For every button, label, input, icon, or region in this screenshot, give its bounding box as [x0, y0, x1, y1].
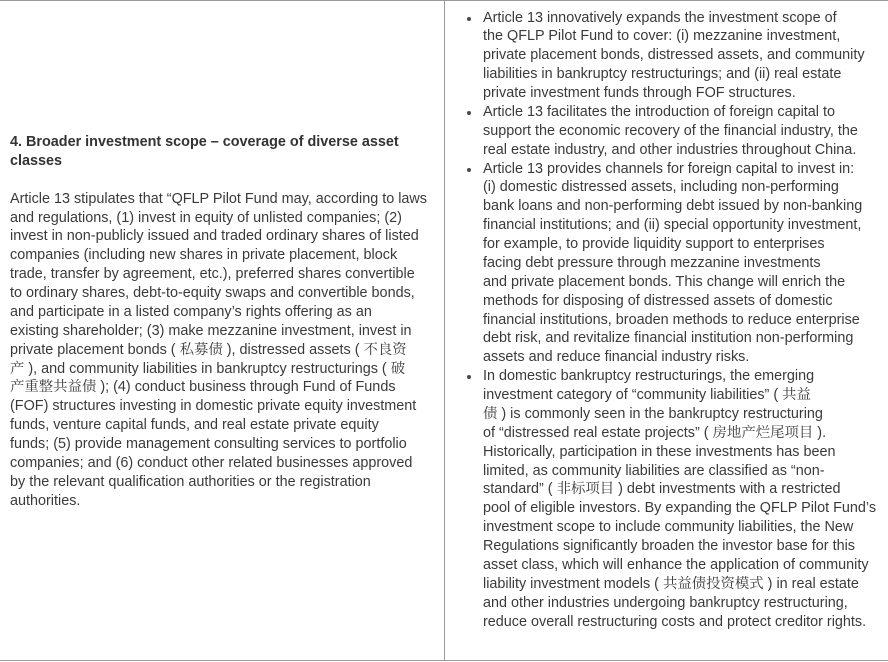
paragraph-line: funds, venture capital funds, and real estate private equity — [10, 417, 379, 434]
paragraph-line: private placement bonds ( 私募债 ), distressed assets ( 不良资 — [10, 341, 407, 358]
paragraph-line: and regulations, (1) invest in equity of unlisted companies; (2) — [10, 209, 402, 226]
bullet-line: Article 13 innovatively expands the investment scope of — [483, 9, 837, 26]
paragraph-line: companies; and (6) conduct other related businesses approved — [10, 454, 413, 471]
body-paragraph — [10, 190, 438, 511]
bullet-icon — [467, 375, 471, 379]
paragraph-line: Article 13 stipulates that “QFLP Pilot Fund may, according to laws — [10, 190, 427, 207]
bullet-line: and private placement bonds. This change will enrich the — [483, 273, 846, 290]
bullet-icon — [467, 17, 471, 21]
bullet-line: standard” ( 非标项目 ) debt investments with a restricted — [483, 481, 841, 498]
section-heading — [10, 133, 438, 171]
bullet-line: Regulations significantly broaden the investor base for this — [483, 538, 855, 555]
paragraph-line: by the relevant qualification authorities or the registration — [10, 473, 371, 490]
bullet-line: debt risk, and revitalize financial institution non-performing — [483, 330, 854, 347]
left-column — [10, 133, 438, 511]
paragraph-line: authorities. — [10, 492, 81, 509]
paragraph-line: invest in non-publicly issued and traded ordinary shares of listed — [10, 228, 419, 245]
paragraph-line: (FOF) structures investing in domestic private equity investment — [10, 398, 417, 415]
bullet-item — [462, 160, 886, 368]
bullet-line: Article 13 provides channels for foreign capital to invest in: — [483, 160, 855, 177]
bullet-line: limited, as community liabilities are classified as “non- — [483, 462, 825, 479]
bullet-item — [462, 103, 886, 160]
paragraph-line: funds; (5) provide management consulting services to portfolio — [10, 436, 407, 452]
paragraph-line: companies (including new shares in private placement, block — [10, 247, 398, 264]
bullet-line: investment category of “community liabilities” ( 共益 — [483, 387, 811, 404]
bullet-line: of “distressed real estate projects” ( 房地产烂尾项目 ). — [483, 424, 827, 441]
bullet-line: for example, to provide liquidity support to enterprises — [483, 236, 825, 253]
bullet-line: methods for disposing of distressed assets of domestic — [483, 292, 833, 309]
heading-line: 4. Broader investment scope – coverage of diverse asset — [10, 134, 399, 150]
bullet-line: liability investment models ( 共益债投资模式 ) in real estate — [483, 575, 859, 592]
bullet-icon — [467, 111, 471, 115]
bullet-line: (i) domestic distressed assets, including non-performing — [483, 179, 839, 196]
bullet-list — [462, 9, 886, 632]
bullet-line: assets and reduce financial industry risks. — [483, 349, 750, 366]
bullet-line: private placement bonds, distressed assets, and community — [483, 47, 865, 64]
bullet-line: asset class, which will enhance the application of community — [483, 556, 869, 573]
bullet-line: facing debt pressure through mezzanine investments — [483, 254, 821, 271]
paragraph-line: and participate in a listed company’s rights offering as an — [10, 303, 372, 320]
bottom-rule — [0, 660, 888, 661]
bullet-line: Historically, participation in these investments has been — [483, 443, 836, 460]
bullet-line: support the economic recovery of the financial industry, the — [483, 122, 858, 139]
column-divider — [444, 0, 445, 661]
bullet-line: In domestic bankruptcy restructurings, the emerging — [483, 368, 815, 385]
bullet-item — [462, 9, 886, 103]
bullet-item — [462, 367, 886, 631]
bullet-line: bank loans and non-performing debt issued by non-banking — [483, 198, 863, 215]
bullet-line: Article 13 facilitates the introduction of foreign capital to — [483, 103, 835, 120]
bullet-line: financial institutions, broaden methods to reduce enterprise — [483, 311, 860, 328]
paragraph-line: 产 ), and community liabilities in bankruptcy restructurings ( 破 — [10, 360, 406, 377]
bullet-line: reduce overall restructuring costs and protect creditor rights. — [483, 613, 867, 630]
bullet-icon — [467, 168, 471, 172]
bullet-line: and other industries undergoing bankruptcy restructuring, — [483, 594, 848, 611]
paragraph-line: to ordinary shares, debt-to-equity swaps and convertible bonds, — [10, 285, 415, 301]
bullet-line: pool of eligible investors. By expanding the QFLP Pilot Fund’s — [483, 500, 877, 517]
paragraph-line: existing shareholder; (3) make mezzanine investment, invest in — [10, 322, 412, 339]
right-column — [462, 9, 886, 632]
bullet-line: liabilities in bankruptcy restructurings; and (ii) real estate — [483, 66, 842, 83]
bullet-line: private investment funds through FOF structures. — [483, 85, 796, 102]
bullet-line: 债 ) is commonly seen in the bankruptcy restructuring — [483, 405, 823, 422]
paragraph-line: trade, transfer by agreement, etc.), preferred shares convertible — [10, 266, 415, 283]
bullet-line: the QFLP Pilot Fund to cover: (i) mezzanine investment, — [483, 28, 841, 45]
bullet-line: investment scope to include community liabilities, the New — [483, 519, 854, 536]
heading-line: classes — [10, 152, 63, 169]
bullet-line: real estate industry, and other industries throughout China. — [483, 141, 857, 158]
bullet-line: financial institutions; and (ii) special opportunity investment, — [483, 217, 862, 234]
paragraph-line: 产重整共益债 ); (4) conduct business through Fund of Funds — [10, 379, 396, 396]
